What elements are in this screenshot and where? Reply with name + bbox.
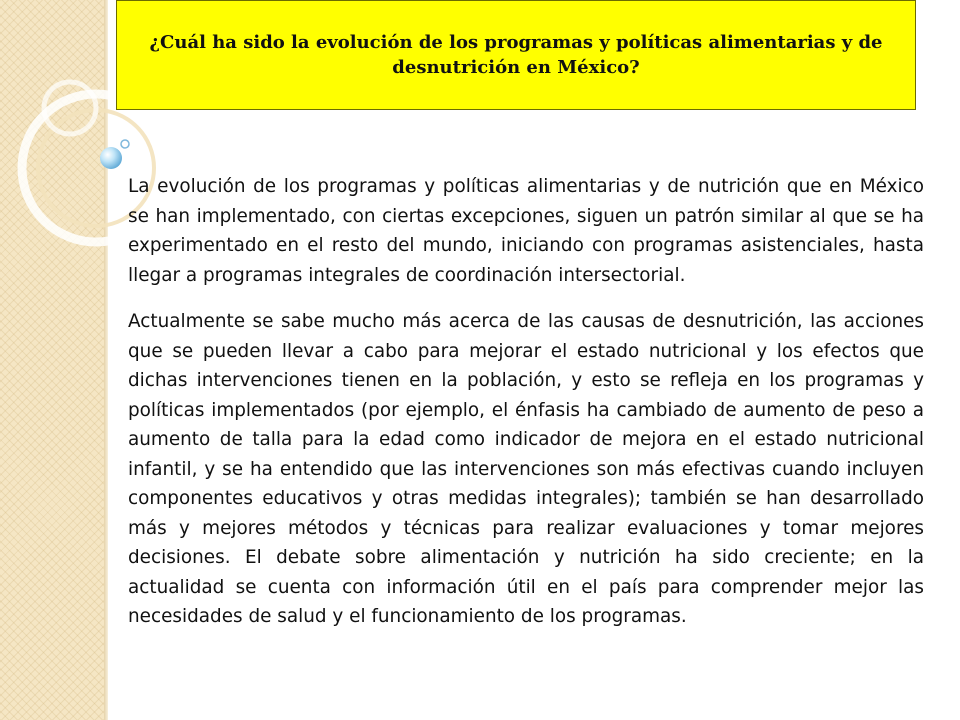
paragraph-1: La evolución de los programas y políticas alimentarias y de nutrición que en México se han implementado, con ciertas excepciones, siguen un patrón similar al que se ha experimentado en el resto del mundo, iniciando con programas asistenciales, hasta llegar a programas integrales de coordinación intersectorial. <box>128 176 924 286</box>
decorative-sidebar <box>0 0 104 720</box>
title-box <box>116 0 916 110</box>
paragraph-2: Actualmente se sabe mucho más acerca de las causas de desnutrición, las acciones que se pueden llevar a cabo para mejorar el estado nutricional y los efectos que dichas intervenciones tienen en la población, y esto se refleja en los programas y políticas implementados (por ejemplo, el énfasis ha cambiado de aumento de peso a aumento de talla para la edad como indicador de mejora en el estado nutricional infantil, y se ha entendido que las intervenciones son más efectivas cuando incluyen componentes educativos y otras medidas integrales); también se han desarrollado más y mejores métodos y técnicas para realizar evaluaciones y tomar mejores decisiones. El debate sobre alimentación y nutrición ha sido creciente; en la actualidad se cuenta con información útil en el país para comprender mejor las necesidades de salud y el funcionamiento de los programas. <box>128 311 924 627</box>
slide-title: ¿Cuál ha sido la evolución de los programas y políticas alimentarias y de desnutrición en México? <box>149 32 883 78</box>
body-text <box>128 172 924 649</box>
sidebar-edge <box>104 0 108 720</box>
blue-bubble-small-shape <box>121 140 129 148</box>
